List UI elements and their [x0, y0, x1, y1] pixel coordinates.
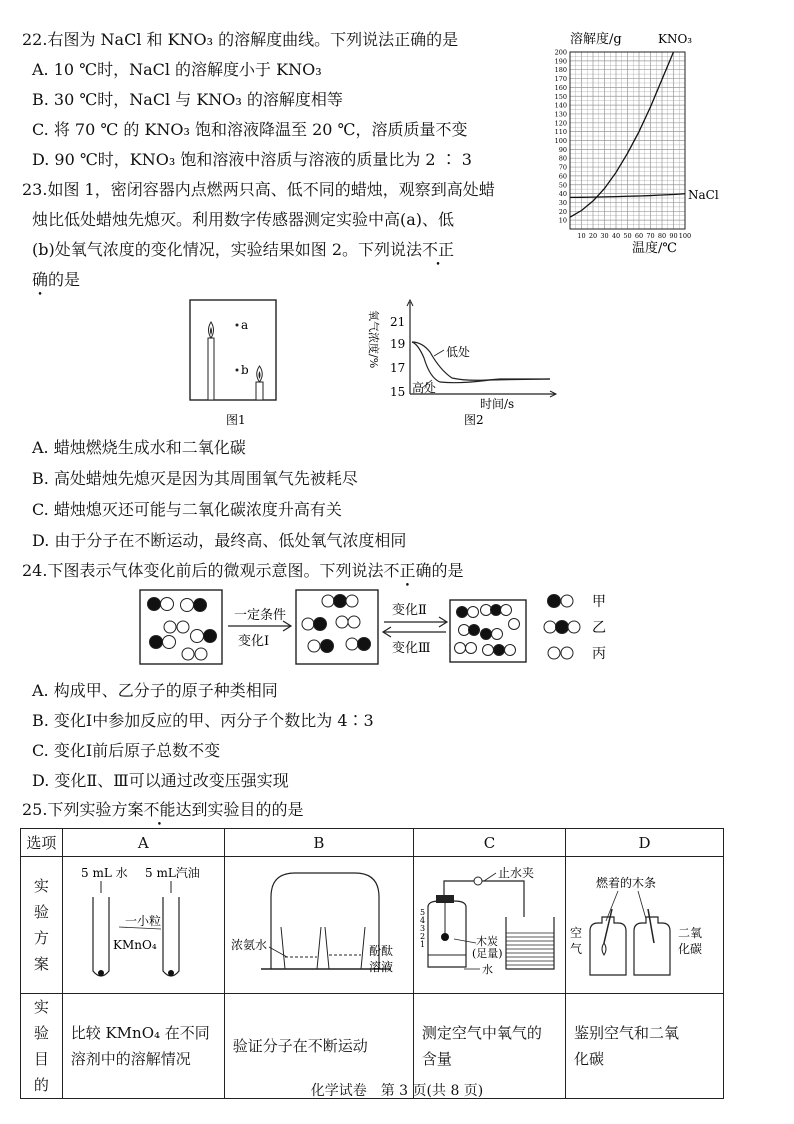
table-header-row — [21, 829, 724, 857]
header-a: A — [62, 829, 224, 857]
q24-molecule-diagram — [130, 586, 630, 676]
y-tick-label: 130 — [554, 110, 567, 119]
arrow3-label-text: 变化Ⅲ — [392, 641, 431, 656]
q24-stem-end: 的是 — [431, 561, 464, 580]
arrow1-bottom-label: 变化Ⅰ — [238, 634, 270, 649]
q23-stem-line1: 23.如图 1，密闭容器内点燃两只高、低不同的蜡烛，观察到高处蜡 — [22, 180, 495, 199]
y-tick-label: 30 — [558, 198, 567, 207]
a-kmno4-label: KMnO₄ — [112, 938, 157, 952]
goal-a-line1: 比较 KMnO₄ 在不同 — [70, 1024, 210, 1042]
q24-option-c: C. 变化Ⅰ前后原子总数不变 — [32, 741, 221, 760]
c-charcoal-label-2: (足量) — [471, 947, 503, 960]
y-tick-label: 120 — [554, 119, 567, 128]
d-air-label-1: 空 — [570, 926, 583, 940]
x-tick-label: 20 — [588, 232, 598, 240]
q22-option-c: C. 将 70 ℃ 的 KNO₃ 饱和溶液降温至 20 ℃，溶质质量不变 — [32, 120, 468, 139]
svg-text:3: 3 — [419, 924, 425, 933]
y-tick-label: 170 — [554, 75, 567, 84]
goal-d-line1: 鉴别空气和二氧 — [574, 1024, 680, 1042]
svg-text:4: 4 — [419, 916, 425, 925]
d-stick-label: 燃着的木条 — [596, 876, 657, 890]
q23-figure2-oxygen-chart — [360, 298, 560, 430]
chart-ylabel: 溶解度/g — [570, 32, 622, 47]
y-tick-label: 70 — [558, 163, 567, 172]
x-tick-label: 50 — [623, 232, 632, 240]
q24-option-b: B. 变化Ⅰ中参加反应的甲、丙分子个数比为 4∶3 — [32, 711, 374, 730]
y-tick-label: 100 — [554, 137, 567, 145]
co2-identify-diagram — [566, 857, 723, 989]
q25-stem-text: 25.下列实验方案 — [22, 800, 144, 819]
goal-c-line1: 测定空气中氧气的 — [421, 1024, 542, 1042]
c-water-label: 水 — [481, 963, 493, 976]
y-tick-label: 180 — [554, 66, 567, 75]
q23-emphasis-1: 不正 — [422, 240, 455, 259]
x-tick-label: 70 — [646, 232, 655, 240]
q23-option-d: D. 由于分子在不断运动，最终高、低处氧气浓度相同 — [32, 531, 407, 550]
chart-grid — [570, 52, 685, 229]
y-tick-label: 20 — [558, 207, 567, 216]
q23-option-b: B. 高处蜡烛先熄灭是因为其周围氧气先被耗尽 — [32, 469, 358, 488]
goal-c-line2: 含量 — [421, 1050, 452, 1068]
header-option: 选项 — [21, 829, 63, 857]
solubility-chart — [540, 24, 780, 260]
fig2-low-label: 低处 — [446, 345, 471, 359]
x-tick-label: 10 — [577, 232, 586, 240]
y-tick-label: 160 — [554, 83, 567, 92]
q24-stem-text: 24.下图表示气体变化前后的微观示意图。下列说法 — [22, 561, 384, 580]
d-co2-label-2: 化碳 — [678, 942, 703, 956]
b-phenol-label-1: 酚酞 — [368, 944, 393, 958]
fig2-ytick-17: 17 — [390, 361, 406, 375]
y-tick-label: 190 — [554, 57, 567, 66]
y-tick-label: 40 — [558, 190, 567, 199]
q23-emphasis-2: 确 — [32, 270, 49, 289]
q22-option-a: A. 10 ℃时，NaCl 的溶解度小于 KNO₃ — [32, 60, 322, 79]
svg-text:2: 2 — [419, 932, 425, 941]
d-co2-label-1: 二氧 — [678, 926, 703, 940]
q25-experiment-table — [20, 828, 724, 1099]
fig2-xlabel: 时间/s — [480, 397, 515, 411]
q24-stem — [22, 561, 463, 581]
q23-option-c: C. 蜡烛熄灭还可能与二氧化碳浓度升高有关 — [32, 500, 342, 519]
legend-yi: 乙 — [592, 620, 606, 636]
fig1-caption: 图1 — [226, 413, 246, 427]
fig1-label-a: a — [241, 318, 249, 332]
q24-option-a: A. 构成甲、乙分子的原子种类相同 — [32, 681, 278, 700]
q25-stem — [22, 800, 303, 820]
q23-option-a: A. 蜡烛燃烧生成水和二氧化碳 — [32, 438, 246, 457]
q23-figure1-candles — [186, 298, 286, 430]
c-charcoal-label-1: 木炭 — [475, 935, 498, 948]
fig2-high-label: 高处 — [412, 381, 437, 395]
q23-stem-line4-text: 的是 — [48, 270, 81, 289]
cell-a-diagram — [62, 857, 224, 994]
q23-stem-line3-text: (b)处氧气浓度的变化情况，实验结果如图 2。下列说法 — [32, 240, 422, 259]
q24-emphasis: 不正确 — [383, 561, 432, 580]
chart-series-label-nacl: NaCl — [688, 188, 719, 202]
header-d: D — [566, 829, 724, 857]
a-water-label: 5 mL 水 — [80, 866, 128, 880]
q22-option-b: B. 30 ℃时，NaCl 与 KNO₃ 的溶解度相等 — [32, 90, 343, 109]
q25-emphasis: 不能 — [143, 800, 176, 819]
legend-jia: 甲 — [592, 594, 606, 610]
q23-stem-line3 — [32, 240, 454, 260]
fig2-ytick-19: 19 — [390, 337, 406, 351]
y-tick-label: 80 — [558, 154, 567, 163]
svg-text:5: 5 — [419, 908, 425, 917]
oxygen-measure-diagram — [414, 857, 564, 989]
q23-stem-line4 — [32, 270, 80, 290]
c-scale-marks — [420, 908, 425, 949]
q25-stem-end: 达到实验目的的是 — [175, 800, 304, 819]
table-row-plan — [21, 857, 724, 994]
q23-stem-line2: 烛比低处蜡烛先熄灭。利用数字传感器测定实验中高(a)、低 — [32, 210, 455, 229]
fig2-caption: 图2 — [464, 413, 484, 427]
b-phenol-label-2: 溶液 — [368, 960, 393, 974]
x-tick-label: 60 — [634, 232, 644, 240]
x-tick-label: 40 — [611, 232, 621, 240]
y-tick-label: 140 — [554, 101, 567, 110]
goal-d-line2: 化碳 — [574, 1050, 605, 1068]
y-tick-label: 60 — [558, 172, 567, 181]
cell-d-diagram — [566, 857, 724, 994]
y-tick-label: 150 — [554, 92, 567, 101]
header-b: B — [224, 829, 413, 857]
a-gasoline-label: 5 mL汽油 — [144, 866, 200, 880]
y-tick-label: 90 — [558, 145, 567, 154]
cell-b-diagram — [224, 857, 413, 994]
goal-a-line2: 溶剂中的溶解情况 — [70, 1050, 191, 1068]
goal-b-line1: 验证分子在不断运动 — [232, 1037, 368, 1055]
fig2-ytick-15: 15 — [390, 385, 406, 399]
a-particle-label: 一小粒 — [124, 914, 161, 928]
chart-xlabel: 温度/℃ — [632, 241, 677, 256]
y-tick-label: 200 — [554, 48, 567, 57]
arrow2-label: 变化Ⅱ — [392, 603, 427, 618]
x-tick-label: 80 — [657, 232, 667, 240]
y-tick-label: 10 — [558, 216, 567, 225]
cell-c-diagram — [413, 857, 565, 994]
q24-option-d: D. 变化Ⅱ、Ⅲ可以通过改变压强实现 — [32, 771, 289, 790]
fig2-ytick-21: 21 — [390, 315, 406, 329]
ammonia-beakers-diagram — [225, 857, 412, 989]
row-label-plan: 实验方案 — [21, 857, 63, 994]
q22-stem: 22.右图为 NaCl 和 KNO₃ 的溶解度曲线。下列说法正确的是 — [22, 30, 459, 49]
chart-series-label-kno3: KNO₃ — [658, 32, 693, 46]
fig2-ylabel: 氧气浓度/% — [367, 310, 380, 369]
x-tick-label: 90 — [669, 232, 678, 240]
d-air-label-2: 气 — [570, 942, 583, 956]
c-clamp-label: 止水夹 — [497, 866, 534, 880]
chart-x-ticks — [577, 232, 691, 240]
arrow1-top-label: 一定条件 — [234, 608, 287, 623]
x-tick-label: 30 — [600, 232, 609, 240]
header-c: C — [413, 829, 565, 857]
y-tick-label: 110 — [554, 128, 567, 137]
row-label-goal: 实验目的 — [21, 994, 63, 1099]
x-tick-label: 100 — [678, 232, 692, 240]
legend-bing: 丙 — [592, 646, 606, 662]
page-footer: 化学试卷 第 3 页(共 8 页) — [310, 1083, 484, 1099]
svg-text:1: 1 — [419, 940, 425, 949]
b-ammonia-label: 浓氨水 — [230, 938, 267, 952]
y-tick-label: 50 — [558, 181, 567, 190]
fig1-label-b: b — [241, 363, 249, 377]
test-tubes-diagram — [63, 857, 223, 989]
chart-y-ticks — [555, 49, 567, 225]
q22-option-d: D. 90 ℃时，KNO₃ 饱和溶液中溶质与溶液的质量比为 2 ∶ 3 — [32, 150, 472, 169]
